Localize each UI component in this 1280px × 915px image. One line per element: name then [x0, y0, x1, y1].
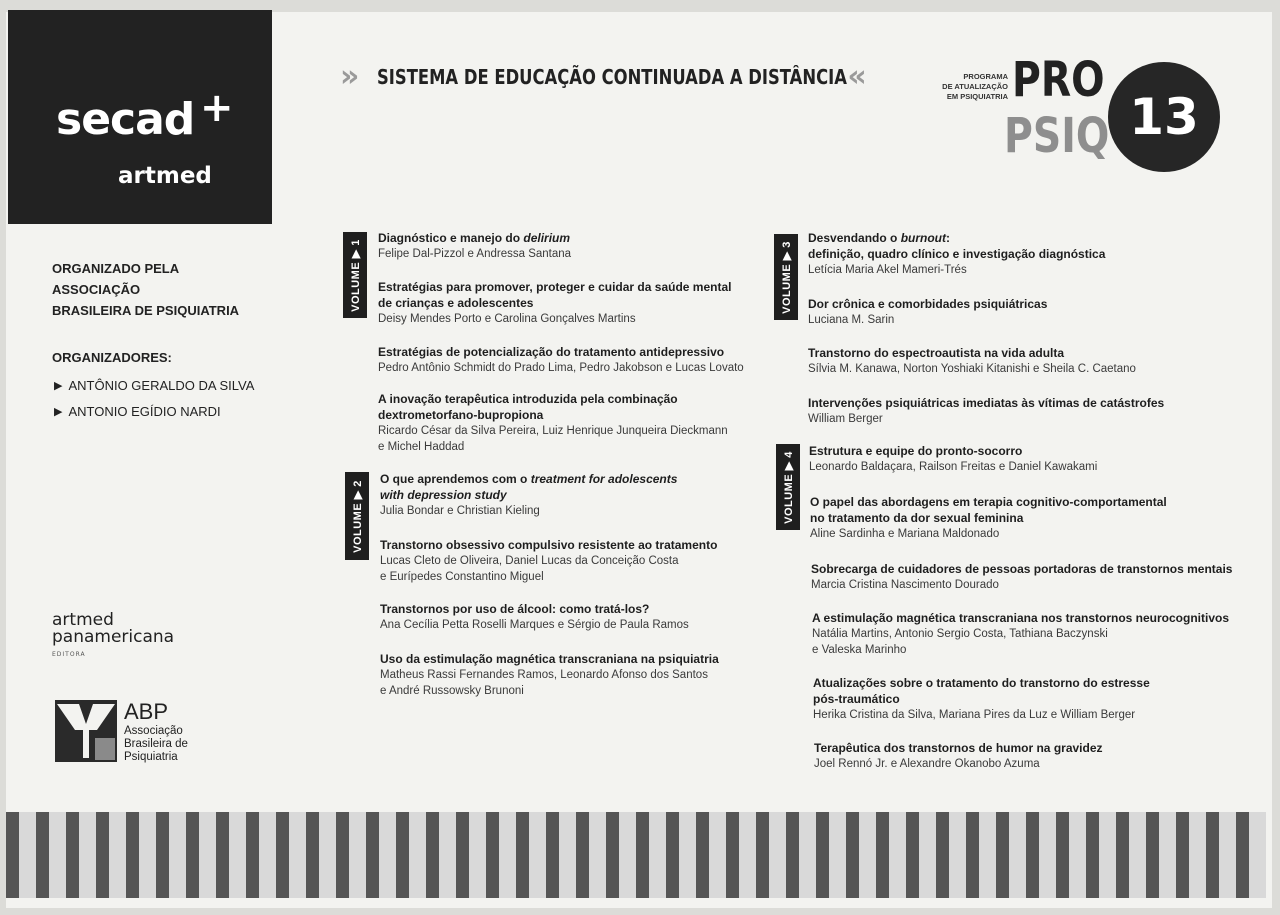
article-entry [808, 345, 1228, 377]
program-name [930, 72, 1008, 102]
article-entry [811, 561, 1251, 593]
article-entry [380, 601, 800, 633]
abp-sub-line: Psiquiatria [124, 751, 178, 763]
article-title: no tratamento da dor sexual feminina [810, 511, 1024, 525]
article-entry [808, 230, 1228, 278]
triangle-right-icon: ▶ [54, 406, 63, 418]
article-authors: Luciana M. Sarin [808, 314, 895, 326]
abp-sub-line: Brasileira de [124, 738, 188, 750]
triangle-right-icon: ▶ [54, 380, 63, 392]
article-title: de crianças e adolescentes [378, 296, 534, 310]
title-part: O que aprendemos com o [380, 472, 531, 486]
program-line: EM PSIQUIATRIA [946, 92, 1008, 101]
volume-label: VOLUME ▶ 3 [780, 240, 793, 314]
article-authors: Deisy Mendes Porto e Carolina Gonçalves Martins [378, 313, 636, 325]
abp-emblem-icon [55, 700, 117, 762]
article-title: Intervenções psiquiátricas imediatas às vítimas de catástrofes [808, 396, 1165, 410]
article-authors: Julia Bondar e Christian Kieling [380, 505, 540, 517]
article-title: A inovação terapêutica introduzida pela combinação [378, 392, 678, 406]
title-part: : [946, 231, 951, 245]
article-authors: Matheus Rassi Fernandes Ramos, Leonardo Afonso dos Santos [380, 669, 708, 681]
article-authors: Felipe Dal-Pizzol e Andressa Santana [378, 248, 572, 260]
volume-1-tag [343, 232, 367, 318]
title-part: Desvendando o [808, 231, 901, 245]
double-chevron-left-icon: « [847, 59, 861, 94]
article-title: Estratégias de potencialização do tratamento antidepressivo [378, 345, 725, 359]
abp-sub-line: Associação [124, 725, 183, 737]
page-title: SISTEMA DE EDUCAÇÃO CONTINUADA A DISTÂNCIA [377, 65, 848, 89]
publisher-line: panamericana [52, 627, 175, 647]
artmed-panamericana-logo [52, 612, 174, 663]
article-title [380, 471, 800, 487]
article-title: Estrutura e equipe do pronto-socorro [809, 444, 1023, 458]
article-authors: Sílvia M. Kanawa, Norton Yoshiaki Kitanishi e Sheila C. Caetano [808, 363, 1136, 375]
article-entry [813, 675, 1233, 723]
article-authors: Joel Rennó Jr. e Alexandre Okanobo Azuma [814, 758, 1040, 770]
title-part: treatment for adolescents [530, 472, 678, 486]
volume-label: VOLUME ▶ 4 [782, 450, 795, 524]
volume-label: VOLUME ▶ 1 [349, 238, 362, 312]
article-entry [380, 471, 800, 519]
title-part: with depression study [380, 488, 507, 502]
header-title [340, 59, 900, 94]
article-title: Dor crônica e comorbidades psiquiátricas [808, 297, 1048, 311]
organizer-name: ANTÔNIO GERALDO DA SILVA [68, 378, 255, 393]
article-authors: Herika Cristina da Silva, Mariana Pires da Luz e William Berger [813, 709, 1136, 721]
secad-logo [8, 10, 272, 224]
article-authors: Lucas Cleto de Oliveira, Daniel Lucas da Conceição Costa [380, 555, 679, 567]
program-line: DE ATUALIZAÇÃO [942, 82, 1008, 91]
article-title: Transtornos por uso de álcool: como tratá-los? [380, 602, 650, 616]
article-title: Uso da estimulação magnética transcraniana na psiquiatria [380, 652, 719, 666]
article-entry [810, 494, 1230, 542]
article-entry [378, 279, 798, 327]
article-title: Sobrecarga de cuidadores de pessoas portadoras de transtornos mentais [811, 562, 1233, 576]
organized-by [52, 258, 252, 321]
article-entry [378, 391, 798, 455]
article-authors: Pedro Antônio Schmidt do Prado Lima, Pedro Jakobson e Lucas Lovato [378, 362, 744, 374]
article-authors: William Berger [808, 413, 883, 425]
psiq-wordmark: PSIQ [1004, 108, 1110, 164]
article-entry [814, 740, 1234, 772]
article-title [380, 487, 800, 503]
organized-by-line: ORGANIZADO PELA ASSOCIAÇÃO [52, 261, 179, 297]
article-entry [812, 610, 1252, 658]
article-title: pós-traumático [813, 692, 900, 706]
volume-label: VOLUME ▶ 2 [351, 479, 364, 553]
title-part: Diagnóstico e manejo do [378, 231, 524, 245]
article-authors: Ricardo César da Silva Pereira, Luiz Henrique Junqueira Dieckmann [378, 425, 728, 437]
article-entry [808, 395, 1228, 427]
article-entry [808, 296, 1228, 328]
title-part: delirium [523, 231, 571, 245]
article-title: definição, quadro clínico e investigação diagnóstica [808, 247, 1106, 261]
article-authors: e André Russowsky Brunoni [380, 685, 524, 697]
organizer-item [54, 404, 221, 419]
article-authors: e Valeska Marinho [812, 644, 907, 656]
secad-wordmark: secad [56, 94, 195, 145]
article-entry [380, 651, 800, 699]
article-authors: e Michel Haddad [378, 441, 465, 453]
article-authors: Natália Martins, Antonio Sergio Costa, Tathiana Baczynski [812, 628, 1108, 640]
article-title [378, 230, 798, 246]
article-title: Atualizações sobre o tratamento do transtorno do estresse [813, 676, 1150, 690]
artmed-wordmark: artmed [118, 163, 212, 189]
plus-icon: + [200, 85, 234, 131]
article-entry [378, 344, 798, 376]
article-title: Transtorno do espectroautista na vida adulta [808, 346, 1065, 360]
article-title: O papel das abordagens em terapia cognitivo-comportamental [810, 495, 1167, 509]
article-authors: Letícia Maria Akel Mameri-Trés [808, 264, 967, 276]
article-title: Terapêutica dos transtornos de humor na gravidez [814, 741, 1103, 755]
volume-2-tag [345, 472, 369, 560]
publisher-line: artmed [52, 610, 114, 630]
organizer-item [54, 378, 254, 393]
organizers-label: ORGANIZADORES: [52, 350, 172, 365]
article-authors: Aline Sardinha e Mariana Maldonado [810, 528, 1000, 540]
article-title: Transtorno obsessivo compulsivo resistente ao tratamento [380, 538, 718, 552]
striped-footer-band [6, 812, 1266, 898]
article-authors: Marcia Cristina Nascimento Dourado [811, 579, 999, 591]
article-title: A estimulação magnética transcraniana nos transtornos neurocognitivos [812, 611, 1229, 625]
article-title [808, 230, 1228, 246]
double-chevron-right-icon: » [340, 59, 354, 94]
title-part: burnout [900, 231, 947, 245]
article-title: Estratégias para promover, proteger e cuidar da saúde mental [378, 280, 732, 294]
organized-by-line: BRASILEIRA DE PSIQUIATRIA [52, 303, 240, 318]
issue-number-badge: 13 [1108, 62, 1220, 172]
article-authors: Leonardo Baldaçara, Railson Freitas e Daniel Kawakami [809, 461, 1098, 473]
abp-name: ABP [124, 699, 169, 724]
article-entry [809, 443, 1229, 475]
article-entry [380, 537, 800, 585]
article-title: dextrometorfano-bupropiona [378, 408, 544, 422]
publisher-line: EDITORA [52, 651, 86, 658]
article-authors: Ana Cecília Petta Roselli Marques e Sérgio de Paula Ramos [380, 619, 689, 631]
organizer-name: ANTONIO EGÍDIO NARDI [68, 404, 221, 419]
program-line: PROGRAMA [963, 72, 1008, 81]
article-authors: e Eurípedes Constantino Miguel [380, 571, 544, 583]
pro-wordmark: PRO [1012, 52, 1105, 108]
abp-subtitle [124, 725, 224, 764]
article-entry [378, 230, 798, 262]
